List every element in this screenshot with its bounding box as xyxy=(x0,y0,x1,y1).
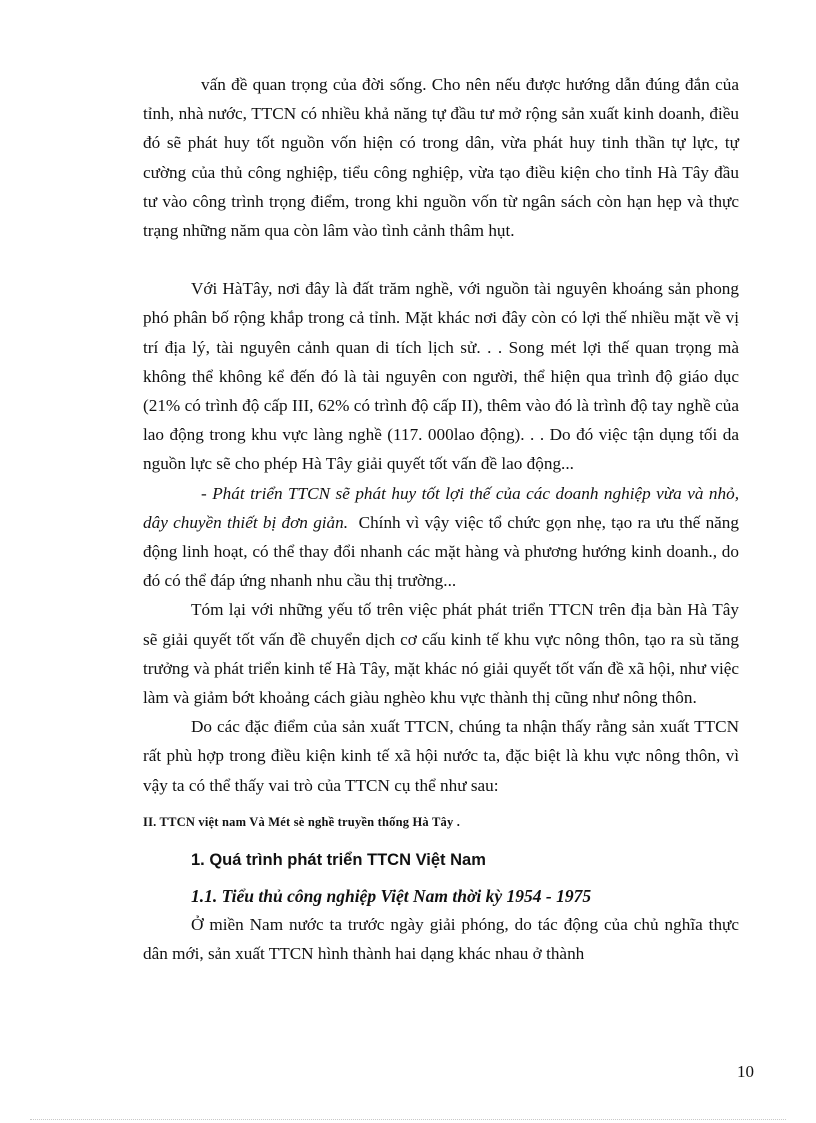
page-number: 10 xyxy=(737,1062,754,1081)
heading-level-1: 1. Quá trình phát triển TTCN Việt Nam xyxy=(191,850,486,869)
paragraph-3-text: Chính vì vậy việc tổ chức gọn nhẹ, tạo ra ưu thế năng động linh hoạt, có thể thay đổi nhanh các mặt hàng và phương hướng kinh doanh., do đó có thể đáp ứng nhanh nhu cầu thị trường... xyxy=(143,512,739,591)
italic-lead-text: - Phát triển TTCN sẽ phát huy tốt lợi thế của các doanh nghiệp vừa và nhỏ, dây chuyền thiết bị đơn giản. xyxy=(143,483,739,532)
paragraph-4: Tóm lại với những yếu tố trên việc phát phát triển TTCN trên địa bàn Hà Tây sẽ giải quyết tốt vấn đề chuyển dịch cơ cấu kinh tế khu vực nông thôn, tạo ra sù tăng trưởng và phát triển kinh tế Hà Tây, mặt khác nó giải quyết tốt vấn đề xã hội, như việc làm và giảm bớt khoảng cách giàu nghèo khu vực thành thị cũng như nông thôn. xyxy=(143,600,739,708)
paragraph-3 xyxy=(143,479,739,596)
paragraph-1: vấn đề quan trọng của đời sống. Cho nên nếu được hướng dẫn đúng đắn của tỉnh, nhà nước, TTCN có nhiều khả năng tự đầu tư mở rộng sản xuất kinh doanh, điều đó sẽ phát huy tốt nguồn vốn hiện có trong dân, vừa phát huy tinh thần tự lực, tự cường của thủ công nghiệp, tiểu công nghiệp, vừa tạo điều kiện cho tỉnh Hà Tây đầu tư vào công trình trọng điểm, trong khi nguồn vốn từ ngân sách còn hạn hẹp và thực trạng những năm qua còn lâm vào tình cảnh thâm hụt. xyxy=(143,75,739,241)
section-heading: II. TTCN việt nam Và Mét sè nghề truyền thống Hà Tây . xyxy=(143,814,461,829)
paragraph-5: Do các đặc điểm của sản xuất TTCN, chúng ta nhận thấy rằng sản xuất TTCN rất phù hợp trong điều kiện kinh tế xã hội nước ta, đặc biệt là khu vực nông thôn, vì vậy ta có thể thấy vai trò của TTCN cụ thể như sau: xyxy=(143,717,739,795)
heading-level-2: 1.1. Tiểu thủ công nghiệp Việt Nam thời kỳ 1954 - 1975 xyxy=(191,885,592,906)
page-body xyxy=(143,70,739,968)
paragraph-2: Với HàTây, nơi đây là đất trăm nghề, với nguồn tài nguyên khoáng sản phong phó phân bố rộng khắp trong cả tỉnh. Mặt khác nơi đây còn có lợi thế nhiều mặt về vị trí địa lý, tài nguyên cảnh quan di tích lịch sử. . . Song mét lợi thế quan trọng mà không thể không kể đến đó là tài nguyên con người, thể hiện qua trình độ giáo dục (21% có trình độ cấp III, 62% có trình độ cấp II), thêm vào đó là trình độ tay nghề của lao động trong khu vực làng nghề (117. 000lao động). . . Do đó việc tận dụng tối da nguồn lực sẽ cho phép Hà Tây giải quyết tốt vấn đề lao động... xyxy=(143,279,739,474)
paragraph-6: Ở miền Nam nước ta trước ngày giải phóng, do tác động của chủ nghĩa thực dân mới, sản xuất TTCN hình thành hai dạng khác nhau ở thành xyxy=(143,914,739,964)
page-bottom-divider xyxy=(30,1119,786,1120)
